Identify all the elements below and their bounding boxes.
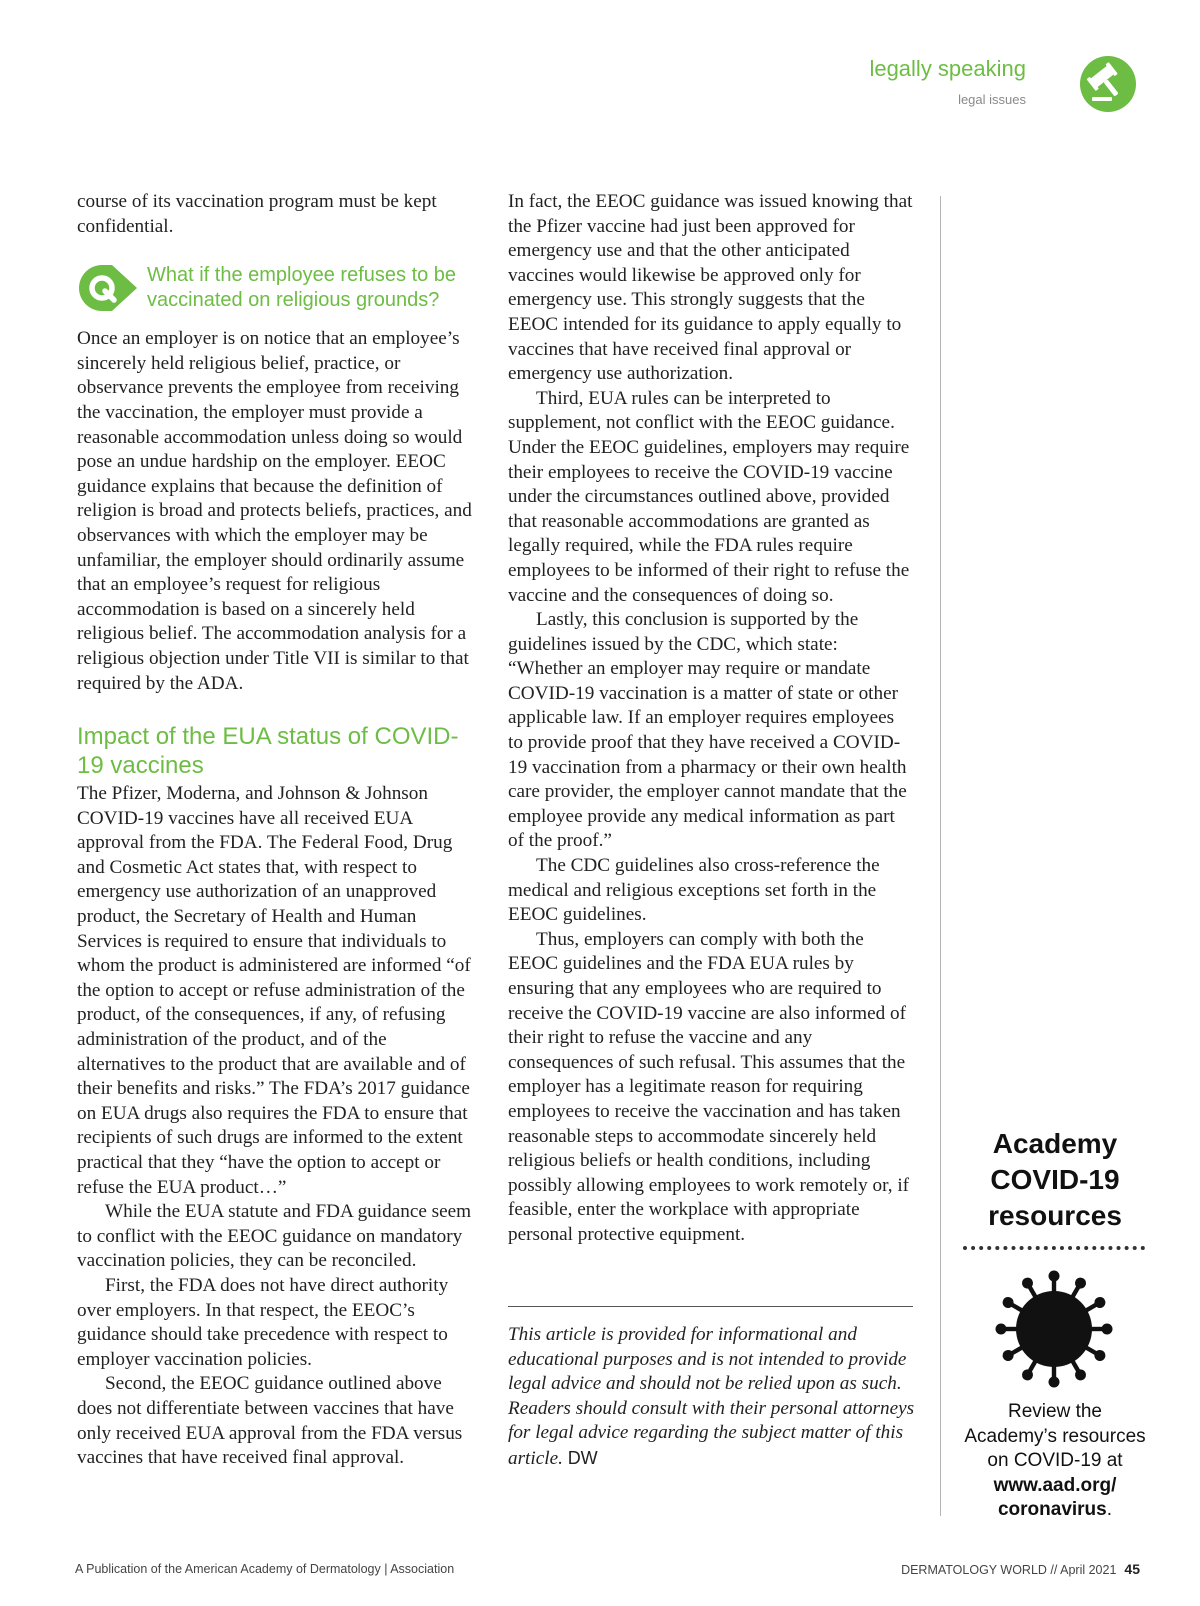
sidebar-link-period: . bbox=[1106, 1499, 1113, 1520]
intro-paragraph: course of its vaccination program must be kept confidential. bbox=[77, 191, 437, 237]
dotted-divider bbox=[963, 1246, 1145, 1250]
column-divider bbox=[940, 196, 941, 1516]
body-paragraph: Lastly, this conclusion is supported by the guidelines issued by the CDC, which state: “Whether an employer may require or mandate COVID-19 vaccination is a matter of state or other applicable law. If an employer requires employees to provide proof that they have received a COVID-19 vaccination from a pharmacy or their own health care provider, the employer cannot mandate that the employee provide any medical information as part of the proof.” bbox=[508, 609, 907, 852]
sidebar-text-line: Academy’s resources bbox=[964, 1425, 1146, 1447]
disclaimer bbox=[508, 1323, 918, 1472]
qa-block bbox=[77, 263, 477, 319]
question-q-icon bbox=[77, 263, 139, 313]
sidebar-text-line: Review the bbox=[1008, 1401, 1102, 1422]
sidebar-text-line: on COVID-19 at bbox=[987, 1450, 1123, 1471]
footer-publication: A Publication of the American Academy of Dermatology | Association bbox=[75, 1562, 455, 1576]
left-column bbox=[77, 190, 477, 1471]
sidebar-link[interactable]: coronavirus bbox=[997, 1499, 1107, 1520]
footer-issue bbox=[901, 1561, 1140, 1577]
body-paragraph: Third, EUA rules can be interpreted to supplement, not conflict with the EEOC guidance. Under the EEOC guidelines, employers may require their employees to receive the COVID-19 vaccine under the circumstances outlined above, provided that reasonable accommodations are granted as legally required, while the FDA rules require employees to be informed of their right to refuse the vaccine and the consequences of doing so. bbox=[508, 387, 910, 606]
sidebar-title-line: COVID-19 bbox=[990, 1164, 1120, 1195]
virus-icon bbox=[993, 1268, 1115, 1390]
divider-rule bbox=[508, 1306, 913, 1307]
section-paragraph: First, the FDA does not have direct authority over employers. In that respect, the EEOC’s guidance should take precedence with respect to employer vaccination policies. bbox=[77, 1274, 449, 1370]
middle-column bbox=[508, 190, 913, 1248]
signoff-dw: DW bbox=[567, 1447, 598, 1468]
sidebar-title bbox=[950, 1126, 1160, 1234]
gavel-icon bbox=[1080, 56, 1136, 112]
page-number: 45 bbox=[1124, 1561, 1140, 1577]
sidebar-link[interactable]: www.aad.org/ bbox=[993, 1474, 1117, 1496]
section-paragraph: The Pfizer, Moderna, and Johnson & Johnson COVID-19 vaccines have all received EUA approval from the FDA. The Federal Food, Drug and Cosmetic Act states that, with respect to emergency use authorization of an unapproved product, the Secretary of Health and Human Services is required to ensure that individuals to whom the product is administered are informed “of the option to accept or refuse administration of the product, of the consequences, if any, of refusing administration of the product, and of the alternatives to the product that are available and of their benefits and risks.” The FDA’s 2017 guidance on EUA drugs also requires the FDA to ensure that recipients of such drugs are informed to the extent practical that they “have the option to accept or refuse the EUA product…” bbox=[77, 783, 471, 1198]
header-subtitle: legal issues bbox=[958, 92, 1026, 107]
section-paragraph: Second, the EEOC guidance outlined above does not differentiate between vaccines that have only received EUA approval from the FDA versus vaccines that have received final approval. bbox=[77, 1373, 463, 1469]
disclaimer-text: This article is provided for informational and educational purposes and is not intended to provide legal advice and should not be relied upon as such. Readers should consult with their personal attorneys for legal advice regarding the subject matter of this article. bbox=[508, 1324, 915, 1469]
qa-paragraph: Once an employer is on notice that an employee’s sincerely held religious belief, practice, or observance prevents the employee from receiving the vaccination, the employer must provide a reasonable accommodation unless doing so would pose an undue hardship on the employer. EEOC guidance explains that because the definition of religion is broad and protects beliefs, practices, and observances with which the employer may be unfamiliar, the employer should ordinarily assume that an employee’s request for religious accommodation is based on a sincerely held religious belief. The accommodation analysis for a religious objection under Title VII is similar to that required by the ADA. bbox=[77, 328, 472, 694]
sidebar-title-line: Academy bbox=[992, 1128, 1118, 1159]
qa-heading: What if the employee refuses to be vaccinated on religious grounds? bbox=[147, 264, 457, 312]
header-title: legally speaking bbox=[869, 56, 1026, 81]
section-paragraph: While the EUA statute and FDA guidance seem to conflict with the EEOC guidance on mandatory vaccination policies, they can be reconciled. bbox=[77, 1201, 472, 1272]
footer-issue-text: DERMATOLOGY WORLD // April 2021 bbox=[901, 1563, 1117, 1577]
section-heading: Impact of the EUA status of COVID-19 vaccines bbox=[77, 723, 459, 780]
sidebar-title-line: resources bbox=[988, 1200, 1122, 1231]
sidebar-text bbox=[950, 1400, 1160, 1523]
body-paragraph: Thus, employers can comply with both the EEOC guidelines and the FDA EUA rules by ensuring that any employees who are required to receive the COVID-19 vaccine are also informed of their right to refuse the vaccine and any consequences of such refusal. This assumes that the employer has a legitimate reason for requiring employees to receive the vaccination and has taken reasonable steps to accommodate sincerely held religious beliefs or health conditions, including possibly allowing employees to work remotely or, if feasible, enter the workplace with appropriate personal protective equipment. bbox=[508, 928, 910, 1245]
body-paragraph: The CDC guidelines also cross-reference the medical and religious exceptions set forth in the EEOC guidelines. bbox=[508, 855, 880, 926]
body-paragraph: In fact, the EEOC guidance was issued knowing that the Pfizer vaccine had just been approved for emergency use and that the other anticipated vaccines would likewise be approved only for emergency use. This strongly suggests that the EEOC intended for its guidance to apply equally to vaccines that have received final approval or emergency use authorization. bbox=[508, 191, 913, 385]
